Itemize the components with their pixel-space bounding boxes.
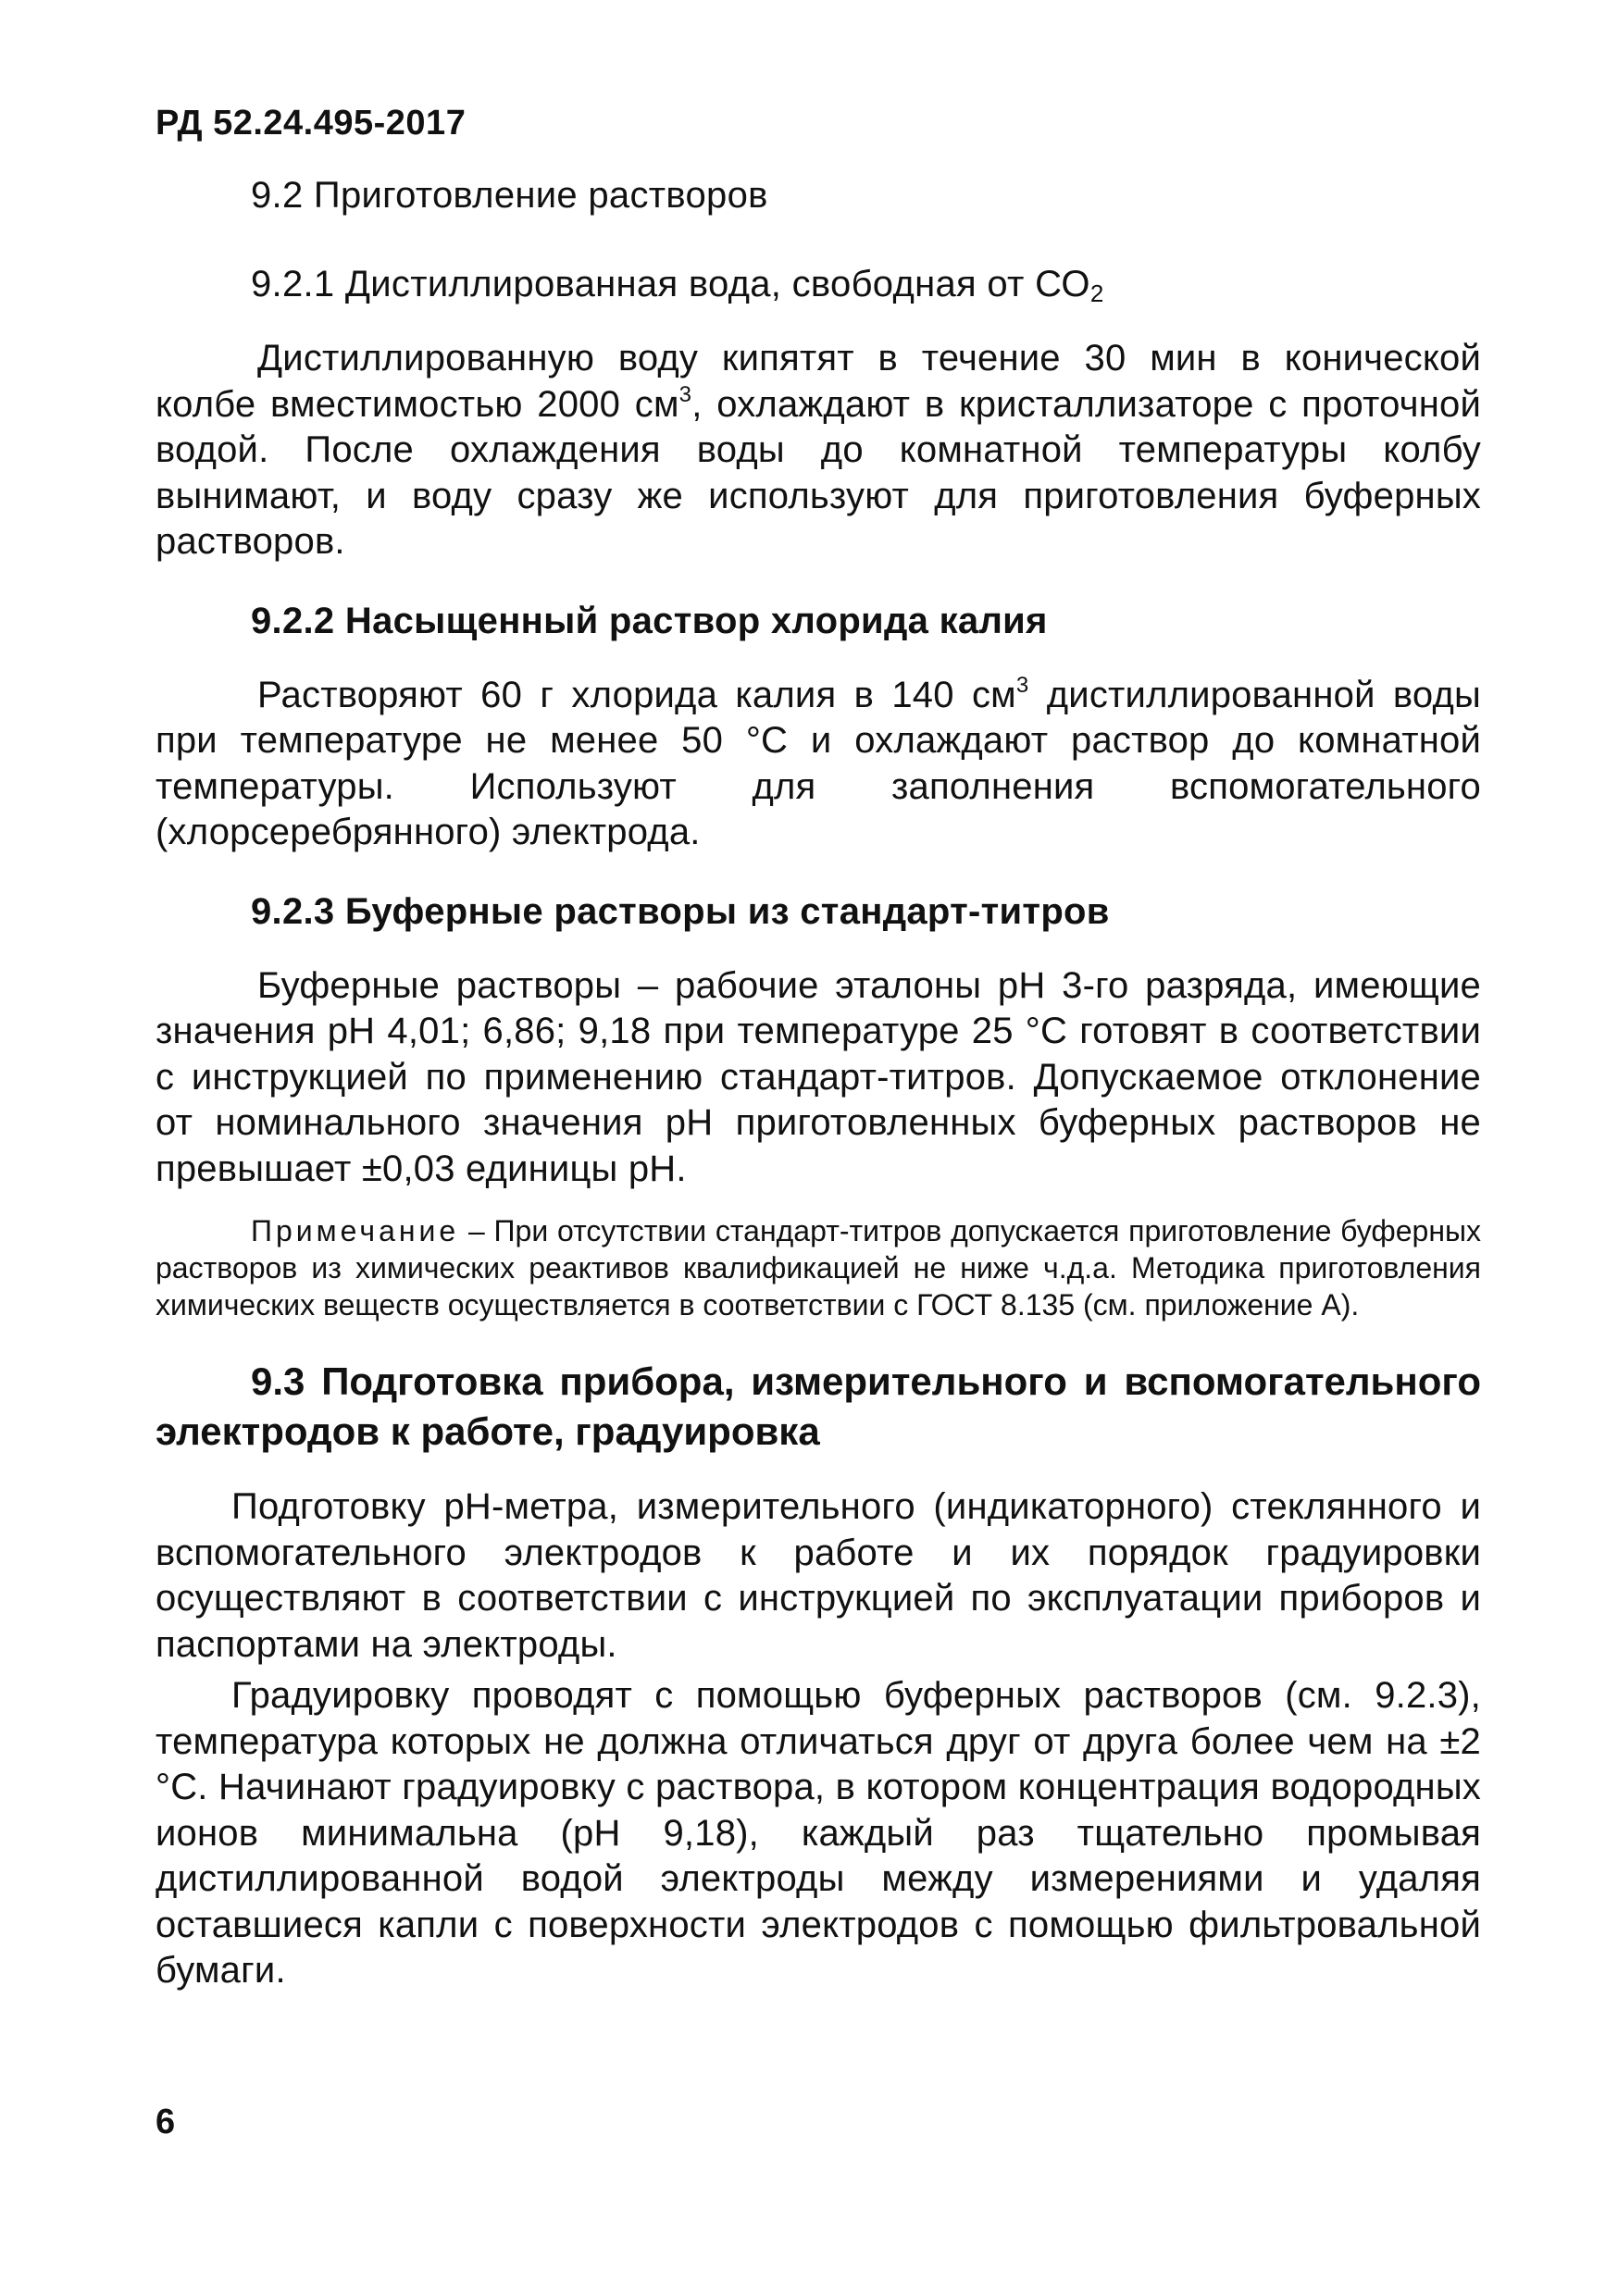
section-9-3-paragraph-1: Подготовку рН-метра, измерительного (индикаторного) стеклянного и вспомогательного электродов к работе и их порядок градуировки осуществляют в соответствии с инструкцией по эксплуатации приборов и паспортами на электроды. [156, 1486, 1481, 1665]
section-9-2-2-text-part1: Растворяют 60 г хлорида калия в 140 см [257, 674, 1016, 715]
section-9-3-paragraph-2: Градуировку проводят с помощью буферных растворов (см. 9.2.3), температура которых не должна отличаться друг от друга более чем на ±2 °С. Начинают градуировку с раствора, в котором концентрация водородных ионов минимальна (рН 9,18), каждый раз тщательно промывая дистиллированной водой электроды между измерениями и удаляя оставшиеся капли с поверхности электродов с помощью фильтровальной бумаги. [156, 1675, 1481, 1991]
section-9-2-title: 9.2 Приготовление растворов [251, 175, 768, 216]
section-9-2-1-title-text: 9.2.1 Дистиллированная вода, свободная от СО [251, 264, 1090, 304]
section-9-2-3-title: 9.2.3 Буферные растворы из стандарт-титров [251, 890, 1110, 932]
section-9-2-2-paragraph [156, 673, 1481, 856]
section-9-2-2-superscript: 3 [1015, 672, 1029, 698]
section-9-2-2-title: 9.2.2 Насыщенный раствор хлорида калия [251, 600, 1048, 641]
note-lead: Примечание [251, 1214, 460, 1247]
note-text: – При отсутствии стандарт-титров допускается приготовление буферных растворов из химических реактивов квалификацией не ниже ч.д.а. Методика приготовления химических веществ осуществляется в соответствии с ГОСТ 8.135 (см. приложение А). [156, 1214, 1481, 1322]
section-9-2-3-note [156, 1212, 1481, 1323]
section-9-2-2-text-part2: дистиллированной воды при температуре не менее 50 °С и охлаждают раствор до комнатной температуры. Используют для заполнения вспомогательного (хлорсеребрянного) электрода. [156, 674, 1481, 852]
document-code: РД 52.24.495-2017 [156, 104, 467, 143]
section-9-2-1-title [156, 260, 1481, 308]
section-9-2-1-title-subscript: 2 [1089, 279, 1104, 307]
section-9-2-3-paragraph: Буферные растворы – рабочие эталоны рН 3-го разряда, имеющие значения рН 4,01; 6,86; 9,18 при температуре 25 °С готовят в соответствии с инструкцией по применению стандарт-титров. Допускаемое отклонение от номинального значения рН приготовленных буферных растворов не превышает ±0,03 единицы рН. [156, 964, 1481, 1189]
section-9-2-1-text-part2: , охлаждают в кристаллизаторе с проточной водой. После охлаждения воды до комнатной температуры колбу вынимают, и воду сразу же используют для приготовления буферных растворов. [156, 383, 1481, 562]
section-9-3-title: 9.3 Подготовка прибора, измерительного и вспомогательного электродов к работе, градуировка [156, 1359, 1481, 1453]
section-9-2-1-paragraph [156, 336, 1481, 565]
page-number: 6 [156, 2103, 176, 2141]
section-9-2-1-superscript: 3 [678, 381, 692, 407]
section-9-2-1-text-part1: Дистиллированную воду кипятят в течение 30 мин в конической колбе вместимостью 2000 см [156, 338, 1481, 425]
document-body [156, 171, 1481, 1994]
